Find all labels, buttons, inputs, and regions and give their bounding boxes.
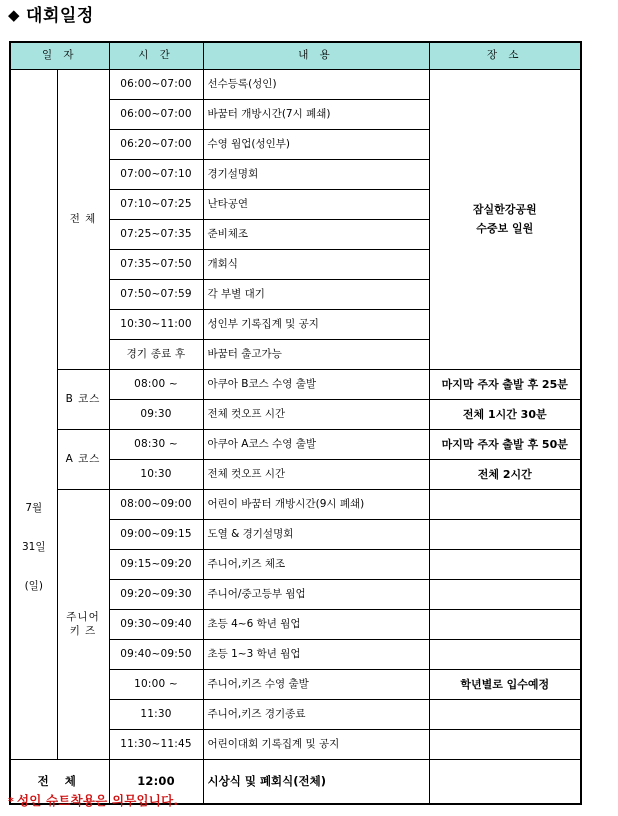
cell-group-2: B 코스 <box>57 370 109 430</box>
cell-time: 07:00~07:10 <box>109 160 203 190</box>
table-body <box>10 70 581 805</box>
diamond-bullet-icon: ◆ <box>8 6 21 24</box>
cell-time: 07:35~07:50 <box>109 250 203 280</box>
cell-time: 09:15~09:20 <box>109 550 203 580</box>
cell-place <box>429 610 581 640</box>
table-header <box>10 42 581 70</box>
table-row <box>10 70 581 100</box>
cell-group-3: A 코스 <box>57 430 109 490</box>
cell-content: 전체 컷오프 시간 <box>203 460 429 490</box>
cell-time: 07:25~07:35 <box>109 220 203 250</box>
cell-time: 09:30~09:40 <box>109 610 203 640</box>
summary-place <box>429 760 581 805</box>
cell-time: 08:30 ~ <box>109 430 203 460</box>
header-row <box>10 42 581 70</box>
cell-content: 바꿈터 개방시간(7시 폐쇄) <box>203 100 429 130</box>
schedule-table <box>9 41 582 805</box>
cell-content: 주니어,키즈 체조 <box>203 550 429 580</box>
asterisk-icon: * <box>8 795 14 808</box>
cell-content: 초등 4~6 학년 웜업 <box>203 610 429 640</box>
cell-place <box>429 730 581 760</box>
cell-time: 06:20~07:00 <box>109 130 203 160</box>
cell-time: 06:00~07:00 <box>109 100 203 130</box>
column-header-content: 내 용 <box>203 42 429 70</box>
cell-content: 아쿠아 A코스 수영 출발 <box>203 430 429 460</box>
cell-content: 경기설명회 <box>203 160 429 190</box>
cell-content: 어린이대회 기록집계 및 공지 <box>203 730 429 760</box>
cell-time: 11:30~11:45 <box>109 730 203 760</box>
summary-group-label: 전 체 <box>10 760 109 805</box>
column-header-time: 시 간 <box>109 42 203 70</box>
cell-place: 학년별로 입수예정 <box>429 670 581 700</box>
schedule-table-container <box>9 41 582 805</box>
cell-content: 전체 컷오프 시간 <box>203 400 429 430</box>
cell-time: 08:00 ~ <box>109 370 203 400</box>
cell-time: 10:30 <box>109 460 203 490</box>
table-row <box>10 430 581 460</box>
cell-time: 11:30 <box>109 700 203 730</box>
cell-content: 도열 & 경기설명회 <box>203 520 429 550</box>
cell-content: 주니어,키즈 수영 출발 <box>203 670 429 700</box>
cell-content: 개회식 <box>203 250 429 280</box>
cell-content: 수영 웜업(성인부) <box>203 130 429 160</box>
group-label-line: 주니어 <box>66 611 100 624</box>
cell-content: 바꿈터 출고가능 <box>203 340 429 370</box>
cell-place: 전체 1시간 30분 <box>429 400 581 430</box>
cell-time: 경기 종료 후 <box>109 340 203 370</box>
cell-content: 아쿠아 B코스 수영 출발 <box>203 370 429 400</box>
cell-place: 마지막 주자 출발 후 50분 <box>429 430 581 460</box>
cell-place <box>429 520 581 550</box>
cell-group-1: 전 체 <box>57 70 109 370</box>
cell-time: 09:20~09:30 <box>109 580 203 610</box>
cell-place: 마지막 주자 출발 후 25분 <box>429 370 581 400</box>
cell-place <box>429 550 581 580</box>
summary-time: 12:00 <box>109 760 203 805</box>
table-row <box>10 490 581 520</box>
table-row <box>10 370 581 400</box>
cell-content: 어린이 바꿈터 개방시간(9시 폐쇄) <box>203 490 429 520</box>
cell-time: 06:00~07:00 <box>109 70 203 100</box>
cell-time: 10:30~11:00 <box>109 310 203 340</box>
cell-content: 준비체조 <box>203 220 429 250</box>
column-header-place: 장 소 <box>429 42 581 70</box>
cell-place <box>429 640 581 670</box>
cell-time: 09:30 <box>109 400 203 430</box>
summary-content: 시상식 및 폐회식(전체) <box>203 760 429 805</box>
cell-content: 난타공연 <box>203 190 429 220</box>
page-title-text: 대회일정 <box>26 6 94 26</box>
cell-content: 성인부 기록집계 및 공지 <box>203 310 429 340</box>
cell-place <box>429 490 581 520</box>
footer-note-text: 성인 슈트착용은 의무입니다. <box>16 793 179 808</box>
cell-content: 선수등록(성인) <box>203 70 429 100</box>
cell-time: 07:10~07:25 <box>109 190 203 220</box>
venue-line: 잠실한강공원 <box>472 202 537 216</box>
cell-date <box>10 70 57 760</box>
cell-time: 09:00~09:15 <box>109 520 203 550</box>
cell-time: 10:00 ~ <box>109 670 203 700</box>
cell-place: 전체 2시간 <box>429 460 581 490</box>
cell-time: 09:40~09:50 <box>109 640 203 670</box>
cell-venue <box>429 70 581 370</box>
venue-line: 수중보 일원 <box>476 221 534 235</box>
cell-content: 주니어,키즈 경기종료 <box>203 700 429 730</box>
date-line: (일) <box>24 580 43 592</box>
cell-content: 초등 1~3 학년 웜업 <box>203 640 429 670</box>
cell-place <box>429 700 581 730</box>
footer-note <box>8 791 178 809</box>
group-label-line: 키 즈 <box>69 624 97 637</box>
cell-time: 07:50~07:59 <box>109 280 203 310</box>
cell-group-4 <box>57 490 109 760</box>
cell-place <box>429 580 581 610</box>
cell-content: 각 부별 대기 <box>203 280 429 310</box>
column-header-date: 일 자 <box>10 42 109 70</box>
date-line: 31일 <box>21 541 46 553</box>
cell-content: 주니어/중고등부 웜업 <box>203 580 429 610</box>
date-line: 7월 <box>25 502 43 514</box>
cell-time: 08:00~09:00 <box>109 490 203 520</box>
page-title <box>8 3 94 28</box>
